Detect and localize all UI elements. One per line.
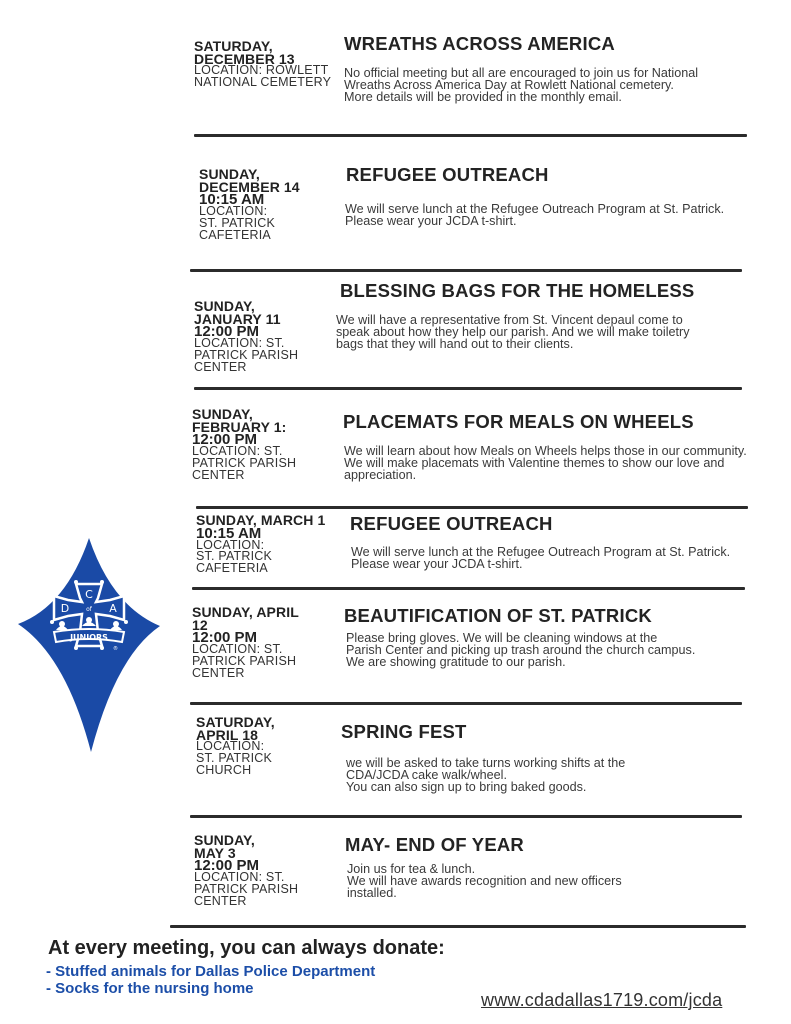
- event-when: [192, 606, 322, 679]
- event-date: SUNDAY, MARCH 1: [196, 512, 326, 528]
- event-title: BEAUTIFICATION OF ST. PATRICK: [344, 605, 652, 626]
- logo-registered-mark: ®: [113, 646, 118, 652]
- event-description: We will learn about how Meals on Wheels helps those in our community. We will make placemats with Valentine themes to show our love and appreciation.: [344, 444, 747, 483]
- event-when: [194, 834, 324, 907]
- event-when: [194, 40, 344, 89]
- event-when: [196, 716, 326, 776]
- jcda-logo: [16, 536, 162, 754]
- event-time: 10:15 AM: [196, 524, 262, 542]
- event-time: 12:00 PM: [192, 629, 258, 646]
- event-title: BLESSING BAGS FOR THE HOMELESS: [340, 280, 695, 301]
- logo-letter-c: C: [85, 588, 93, 601]
- event-location: LOCATION: ST. PATRICK PARISH CENTER: [194, 336, 299, 374]
- logo-letter-a: A: [109, 602, 117, 615]
- event-title: WREATHS ACROSS AMERICA: [344, 33, 615, 54]
- divider: [192, 587, 745, 590]
- event-date: SATURDAY, APRIL 18: [196, 714, 275, 743]
- logo-banner-text: JUNIORS: [70, 633, 108, 642]
- event-time: 12:00 PM: [192, 431, 258, 448]
- event-date: SUNDAY, JANUARY 11: [194, 298, 281, 327]
- event-when: [199, 168, 319, 241]
- divider: [194, 387, 742, 390]
- event-time: 12:00 PM: [194, 857, 260, 874]
- event-location: LOCATION: ST. PATRICK PARISH CENTER: [192, 444, 297, 482]
- divider: [170, 925, 746, 928]
- event-description: we will be asked to take turns working shifts at the CDA/JCDA cake walk/wheel. You can also sign up to bring baked goods.: [346, 756, 626, 795]
- event-date: SUNDAY, MAY 3: [194, 832, 255, 861]
- event-title: MAY- END OF YEAR: [345, 834, 524, 855]
- event-description: We will have a representative from St. Vincent depaul come to speak about how they help our parish. And we will make toiletry bags that they will hand out to their clients.: [336, 313, 690, 352]
- divider: [196, 506, 748, 509]
- divider: [190, 702, 742, 705]
- event-location: LOCATION: ST. PATRICK PARISH CENTER: [194, 870, 299, 908]
- website-link[interactable]: www.cdadallas1719.com/jcda: [481, 990, 723, 1010]
- event-date: SUNDAY, DECEMBER 14: [199, 166, 300, 195]
- donate-item: - Socks for the nursing home: [46, 980, 254, 997]
- donate-heading: At every meeting, you can always donate:: [48, 937, 445, 959]
- event-description: Please bring gloves. We will be cleaning windows at the Parish Center and picking up trash around the church campus. We are showing gratitude to our parish.: [346, 631, 696, 670]
- event-date: SUNDAY, APRIL 12: [192, 604, 299, 633]
- event-time: 12:00 PM: [194, 323, 260, 340]
- event-description: We will serve lunch at the Refugee Outreach Program at St. Patrick. Please wear your JCDA t-shirt.: [351, 545, 731, 572]
- event-title: SPRING FEST: [341, 721, 467, 742]
- schedule-title: [28, 80, 178, 530]
- logo-letter-d: D: [60, 602, 70, 615]
- event-title: REFUGEE OUTREACH: [350, 513, 553, 534]
- event-location: LOCATION: ROWLETT NATIONAL CEMETERY: [194, 63, 332, 89]
- event-location: LOCATION: ST. PATRICK CAFETERIA: [199, 204, 276, 242]
- event-description: Join us for tea & lunch. We will have awards recognition and new officers installed.: [347, 862, 622, 901]
- event-time: 10:15 AM: [199, 191, 265, 208]
- event-date: SATURDAY, DECEMBER 13: [194, 38, 295, 67]
- logo-letter-of: of: [86, 606, 92, 613]
- event-description: We will serve lunch at the Refugee Outreach Program at St. Patrick. Please wear your JCDA t-shirt.: [345, 202, 725, 229]
- event-title: REFUGEE OUTREACH: [346, 164, 549, 185]
- event-when: [194, 300, 334, 373]
- divider: [190, 269, 742, 272]
- event-description: No official meeting but all are encouraged to join us for National Wreaths Across America Day at Rowlett National cemetery. More details will be provided in the monthly email.: [344, 66, 699, 105]
- event-location: LOCATION: ST. PATRICK CHURCH: [196, 739, 273, 777]
- event-date: SUNDAY, FEBRUARY 1:: [192, 406, 287, 435]
- divider: [190, 815, 742, 818]
- event-location: LOCATION: ST. PATRICK PARISH CENTER: [192, 642, 297, 680]
- event-when: [196, 514, 346, 575]
- divider: [194, 134, 747, 137]
- event-location: LOCATION: ST. PATRICK CAFETERIA: [196, 537, 273, 576]
- event-when: [192, 408, 332, 481]
- event-title: PLACEMATS FOR MEALS ON WHEELS: [343, 411, 694, 432]
- donate-item: - Stuffed animals for Dallas Police Department: [46, 963, 376, 980]
